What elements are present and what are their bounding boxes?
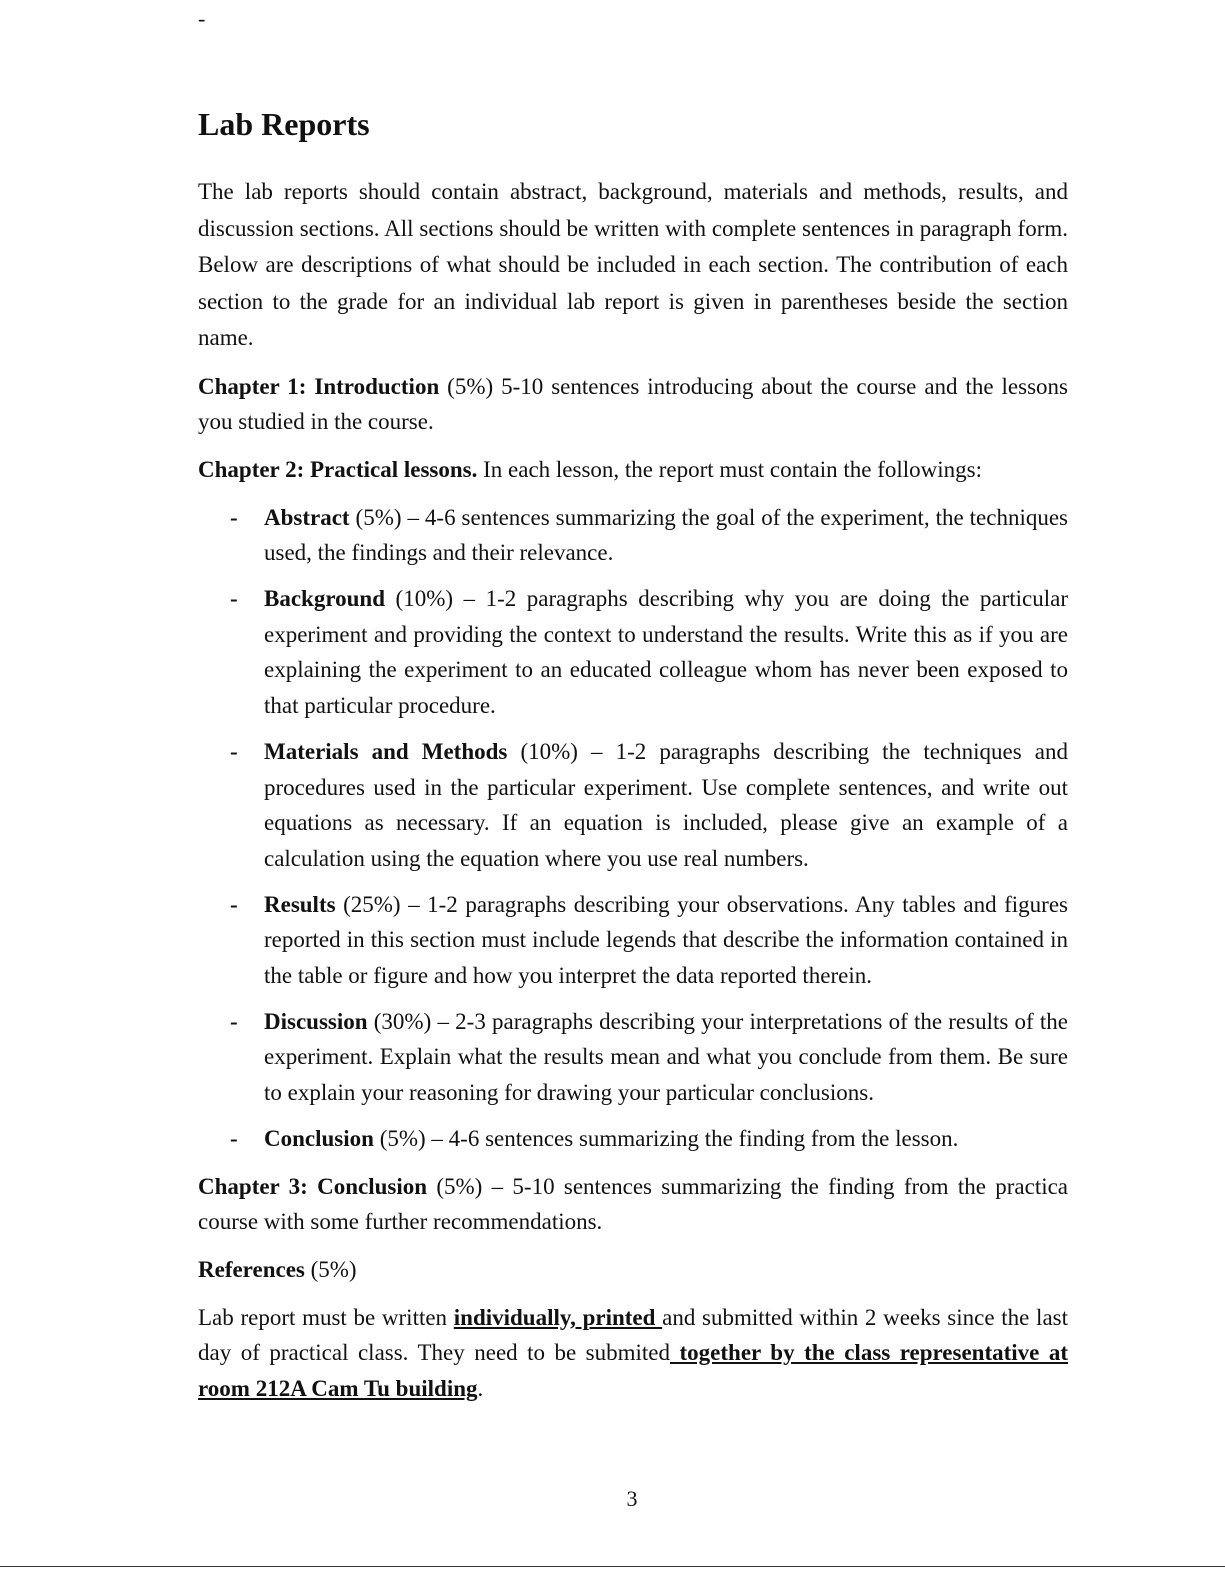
section-name: Background: [264, 586, 386, 612]
bullet-dash: -: [230, 1125, 238, 1151]
chapter-1-text: (5%) 5-10 sentences introducing about the course and the lessons you studied in the course.: [198, 373, 1068, 435]
submission-text-2: and submitted within 2 weeks since the last day of practical class. They need to be submited: [198, 1304, 1068, 1366]
section-text: (10%) – 1-2 paragraphs describing the techniques and procedures used in the particular experiment. Use complete sentences, and write out equations as necessary. If an equation is included, please give an example of a calculation using the equation where you use real numbers.: [264, 738, 1068, 871]
submission-paragraph: [198, 1300, 1068, 1407]
section-text: (5%) – 4-6 sentences summarizing the goal of the experiment, the techniques used, the findings and their relevance.: [264, 504, 1068, 566]
references-text: (5%): [304, 1256, 357, 1282]
submission-emphasis-individually: individually, printed: [453, 1304, 663, 1330]
bullet-dash: -: [230, 504, 238, 530]
bullet-dash: -: [230, 586, 238, 612]
section-name: Results: [264, 891, 336, 917]
page-number: 3: [626, 1486, 638, 1511]
bullet-dash: -: [230, 738, 238, 764]
references-label: References: [198, 1256, 305, 1282]
references-paragraph: [198, 1252, 1068, 1288]
section-name: Conclusion: [264, 1125, 374, 1151]
document-body: [198, 100, 1068, 1419]
bullet-dash: -: [230, 891, 238, 917]
list-item-background: [198, 581, 1068, 724]
section-name: Abstract: [264, 504, 350, 530]
section-name: Materials and Methods: [264, 738, 508, 764]
list-item-abstract: [198, 500, 1068, 571]
page-mark: -: [198, 6, 206, 31]
chapter-1-label: Chapter 1: Introduction: [198, 373, 440, 399]
list-item-discussion: [198, 1004, 1068, 1111]
intro-paragraph: The lab reports should contain abstract, background, materials and methods, results, and discussion sections. All sections should be written with complete sentences in paragraph form. Below are descriptions of what should be included in each section. The contribution of each section to the grade for an individual lab report is given in parentheses beside the section name.: [198, 179, 1068, 350]
section-name: Discussion: [264, 1008, 368, 1034]
submission-text-3: .: [477, 1376, 484, 1402]
section-text: (5%) – 4-6 sentences summarizing the finding from the lesson.: [373, 1125, 959, 1151]
section-list: [198, 500, 1068, 1157]
list-item-results: [198, 887, 1068, 994]
chapter-2-paragraph: [198, 452, 1068, 488]
page-title: Lab Reports: [198, 106, 370, 142]
chapter-1-paragraph: [198, 369, 1068, 440]
chapter-2-label: Chapter 2: Practical lessons.: [198, 456, 478, 482]
chapter-3-paragraph: [198, 1169, 1068, 1240]
chapter-3-label: Chapter 3: Conclusion: [198, 1173, 428, 1199]
submission-emphasis-location: together by the class representative at room 212A Cam Tu building: [198, 1340, 1069, 1402]
page-bottom-divider: [0, 1566, 1225, 1567]
submission-text-1: Lab report must be written: [198, 1304, 454, 1330]
chapter-2-text: In each lesson, the report must contain the followings:: [477, 456, 982, 482]
chapter-3-text: (5%) – 5-10 sentences summarizing the finding from the practica course with some further recommendations.: [198, 1173, 1069, 1235]
section-text: (10%) – 1-2 paragraphs describing why you are doing the particular experiment and providing the context to understand the results. Write this as if you are explaining the experiment to an educated colleague whom has never been exposed to that particular procedure.: [264, 586, 1068, 719]
list-item-materials-and-methods: [198, 734, 1068, 877]
section-text: (25%) – 1-2 paragraphs describing your observations. Any tables and figures reported in this section must include legends that describe the information contained in the table or figure and how you interpret the data reported therein.: [264, 891, 1068, 989]
bullet-dash: -: [230, 1008, 238, 1034]
list-item-conclusion: [198, 1121, 1068, 1157]
section-text: (30%) – 2-3 paragraphs describing your interpretations of the results of the experiment. Explain what the results mean and what you conclude from them. Be sure to explain your reasoning for drawing your particular conclusions.: [264, 1008, 1068, 1106]
